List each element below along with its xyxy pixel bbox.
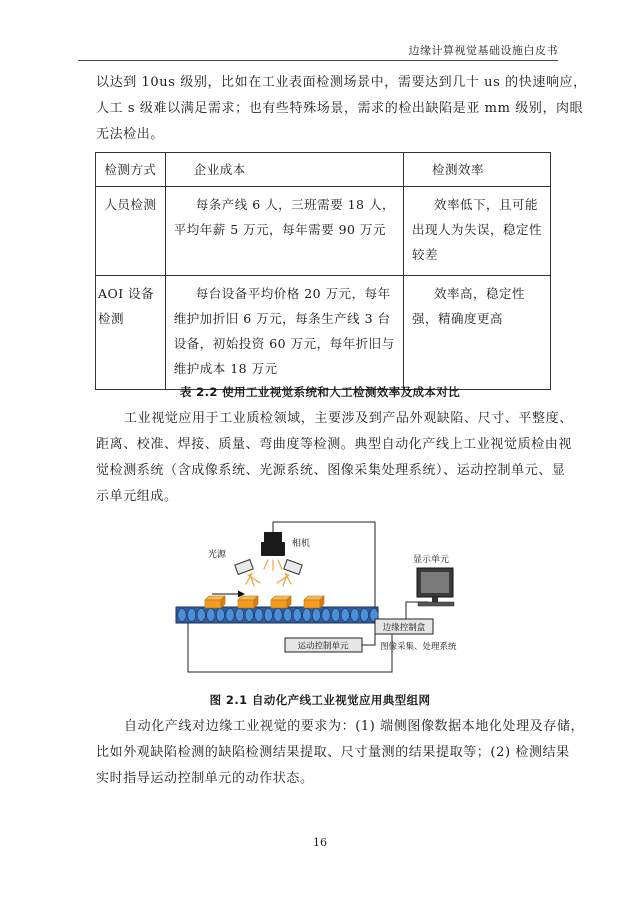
table-header-row [96,153,551,187]
belt-roller [283,609,291,622]
cell-line: 强，精确度更高 [411,311,503,326]
edge-box-label: 边缘控制盒 [382,623,426,633]
belt-roller [303,609,311,622]
method-cell: 人员检测 [96,187,166,276]
light-label: 光源 [208,550,227,560]
text-line: 比如外观缺陷检测的缺陷检测结果提取、尺寸量测的结果提取等；(2) 检测结果 [96,745,570,760]
table-caption: 表 2.2 使用工业视觉系统和人工检测效率及成本对比 [179,385,461,399]
header-title: 边缘计算视觉基础设施白皮书 [408,44,558,57]
belt-roller [360,609,368,622]
paragraph-1 [96,70,587,148]
cell-line: 较差 [411,247,438,262]
belt-roller [187,609,195,622]
product-box [304,596,324,608]
text-line: 自动化产线对边缘工业视觉的要求为：(1) 端侧图像数据本地化处理及存储， [124,719,585,734]
page-number: 16 [313,836,327,849]
monitor-screen [421,572,449,593]
belt-roller [341,609,349,622]
conveyor-rollers [178,609,378,622]
belt-roller [235,609,243,622]
cell-line: 出现人为失误，稳定性 [411,222,542,237]
belt-roller [178,609,186,622]
belt-roller [255,609,263,622]
page-header [78,40,558,61]
belt-roller [216,609,224,622]
paragraph-2 [96,406,573,510]
table-row [96,187,551,276]
belt-roller [226,609,234,622]
cell-line: 每台设备平均价格 20 万元，每年 [195,286,391,301]
text-line: 觉检测系统（含成像系统、光源系统、图像采集处理系统）、运动控制单元、显 [96,463,566,478]
keyboard-icon [418,602,454,606]
motion-link [362,634,375,645]
header-cell: 企业成本 [165,153,403,187]
camera-icon [261,542,285,556]
cell-line: 维护加折旧 6 万元，每条生产线 3 台 [173,311,391,326]
light-source-left-icon [235,560,253,575]
header-cell: 检测效率 [403,153,550,187]
efficiency-cell [403,276,550,390]
display-label: 显示单元 [413,555,450,565]
product-box [271,596,291,608]
cell-line: 平均年薪 5 万元，每年需要 90 万元 [173,222,386,237]
belt-roller [351,609,359,622]
belt-roller [312,609,320,622]
belt-roller [207,609,215,622]
camera-body [264,532,282,542]
products [205,596,324,608]
efficiency-cell [403,187,550,276]
text-line: 距离、校准、焊接、质量、弯曲度等检测。典型自动化产线上工业视觉质检由视 [96,437,573,452]
acquisition-label: 图像采集、处理系统 [380,642,457,652]
belt-roller [274,609,282,622]
light-ray [278,560,282,569]
figure-caption: 图 2.1 自动化产线工业视觉应用典型组网 [209,693,431,707]
product-box [238,596,258,608]
comparison-table [95,152,551,390]
cell-line: 效率低下，且可能 [433,197,538,212]
belt-roller [197,609,205,622]
belt-roller [322,609,330,622]
motion-label: 运动控制单元 [297,641,349,652]
monitor-stand [432,597,438,602]
text-line: 示单元组成。 [96,489,178,504]
table-row [96,276,551,390]
cell-line: 维护成本 18 万元 [173,361,278,376]
cell-line: 设备，初始投资 60 万元，每年折旧与 [173,336,395,351]
belt-roller [293,609,301,622]
cost-cell [165,276,403,390]
paragraph-3 [96,714,585,792]
belt-roller [245,609,253,622]
light-ray [264,560,268,569]
text-line: 工业视觉应用于工业质检领域，主要涉及到产品外观缺陷、尺寸、平整度、 [124,411,573,426]
method-cell: AOI 设备检测 [96,276,166,390]
cell-line: 效率高，稳定性 [433,286,525,301]
text-line: 无法检出。 [96,127,165,142]
light-source-right-icon [284,560,302,575]
camera-label: 相机 [292,539,311,549]
cell-line: 每条产线 6 人，三班需要 18 人， [195,197,395,212]
text-line: 以达到 10us 级别，比如在工业表面检测场景中，需要达到几十 us 的快速响应， [96,75,587,90]
text-line: 实时指导运动控制单元的动作状态。 [96,771,314,786]
production-line-diagram [170,510,480,680]
cost-cell [165,187,403,276]
product-box [205,596,225,608]
belt-roller [264,609,272,622]
header-cell: 检测方式 [96,153,166,187]
text-line: 人工 s 级难以满足需求；也有些特殊场景，需求的检出缺陷是亚 mm 级别，肉眼 [96,101,584,116]
light-beams [246,560,291,586]
belt-roller [331,609,339,622]
